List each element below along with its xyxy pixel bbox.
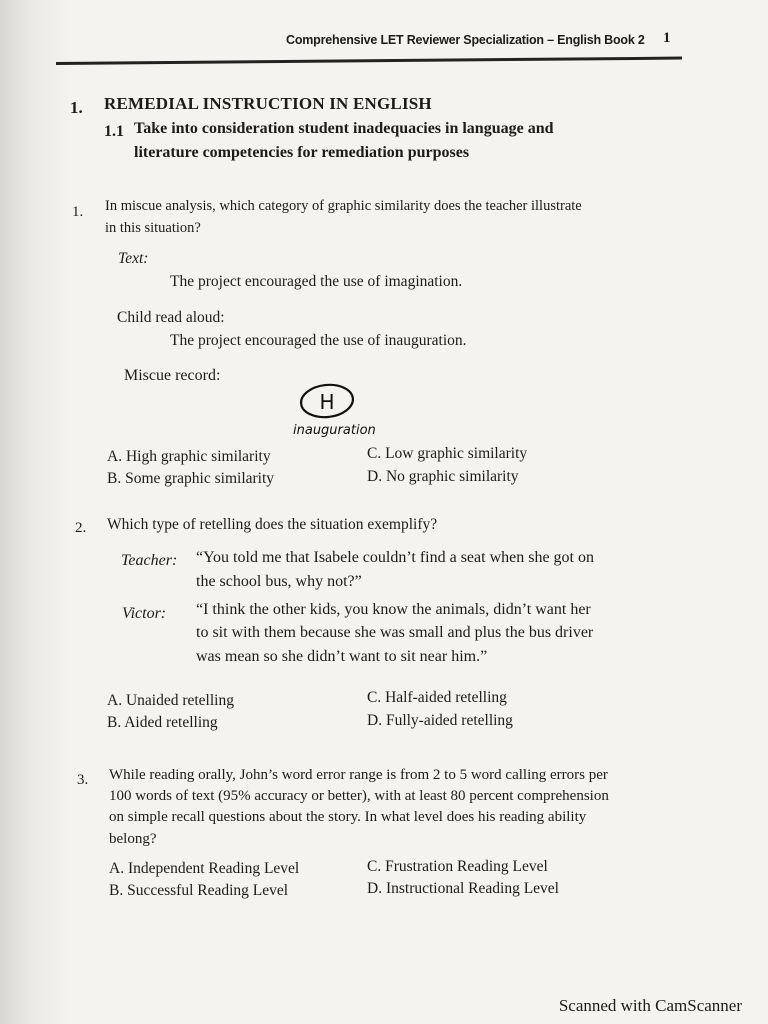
question-number: 1. xyxy=(72,204,84,220)
question-stem-line1: While reading orally, John’s word error range is from 2 to 5 word calling errors per xyxy=(109,767,608,783)
child-read-label: Child read aloud: xyxy=(117,309,225,326)
text-label: Text: xyxy=(118,250,149,267)
scanner-watermark: Scanned with CamScanner xyxy=(558,996,742,1015)
option-c: C. Half-aided retelling xyxy=(367,689,507,706)
teacher-line1: “You told me that Isabele couldn’t find a seat when she got on xyxy=(196,549,594,566)
question-stem-line3: on simple recall questions about the story. In what level does his reading ability xyxy=(109,809,587,825)
option-c: C. Low graphic similarity xyxy=(367,445,528,462)
running-header-title: Comprehensive LET Reviewer Specialization – English Book 2 xyxy=(286,33,645,47)
option-d: D. Instructional Reading Level xyxy=(367,880,559,897)
subsection-title-line2: literature competencies for remediation purposes xyxy=(134,144,470,161)
option-b: B. Successful Reading Level xyxy=(109,882,289,899)
subsection-title-line1: Take into consideration student inadequacies in language and xyxy=(134,120,554,137)
option-c: C. Frustration Reading Level xyxy=(367,858,548,875)
section-title: REMEDIAL INSTRUCTION IN ENGLISH xyxy=(104,94,432,113)
option-b: B. Some graphic similarity xyxy=(107,470,275,487)
question-stem: Which type of retelling does the situation exemplify? xyxy=(107,516,438,533)
question-stem-line4: belong? xyxy=(109,831,157,847)
victor-line3: was mean so she didn’t want to sit near him.” xyxy=(196,648,488,665)
teacher-label: Teacher: xyxy=(121,552,178,569)
victor-line1: “I think the other kids, you know the animals, didn’t want her xyxy=(196,601,591,618)
page-number: 1 xyxy=(663,30,671,46)
child-sentence: The project encouraged the use of inauguration. xyxy=(170,332,467,349)
miscue-mark-letter: H xyxy=(319,390,335,414)
question-stem-line1: In miscue analysis, which category of graphic similarity does the teacher illustrate xyxy=(105,198,582,214)
victor-label: Victor: xyxy=(122,605,167,622)
question-stem-line2: in this situation? xyxy=(105,220,201,236)
subsection-number: 1.1 xyxy=(104,123,124,140)
scanned-page-edge xyxy=(0,0,70,1024)
option-a: A. Independent Reading Level xyxy=(109,860,300,877)
option-b: B. Aided retelling xyxy=(107,714,218,731)
header-rule xyxy=(56,57,682,65)
text-sentence: The project encouraged the use of imagination. xyxy=(170,273,463,290)
section-number: 1. xyxy=(70,98,83,117)
miscue-word: inauguration xyxy=(293,423,376,438)
victor-line2: to sit with them because she was small and plus the bus driver xyxy=(196,624,594,641)
question-number: 3. xyxy=(77,772,89,788)
miscue-record-label: Miscue record: xyxy=(124,367,221,384)
teacher-line2: the school bus, why not?” xyxy=(196,573,362,590)
miscue-handwritten-mark xyxy=(293,380,403,440)
option-d: D. No graphic similarity xyxy=(367,468,519,485)
option-a: A. Unaided retelling xyxy=(107,692,234,709)
option-a: A. High graphic similarity xyxy=(107,448,271,465)
question-number: 2. xyxy=(75,520,87,536)
option-d: D. Fully-aided retelling xyxy=(367,712,513,729)
question-stem-line2: 100 words of text (95% accuracy or better), with at least 80 percent comprehension xyxy=(109,788,609,804)
